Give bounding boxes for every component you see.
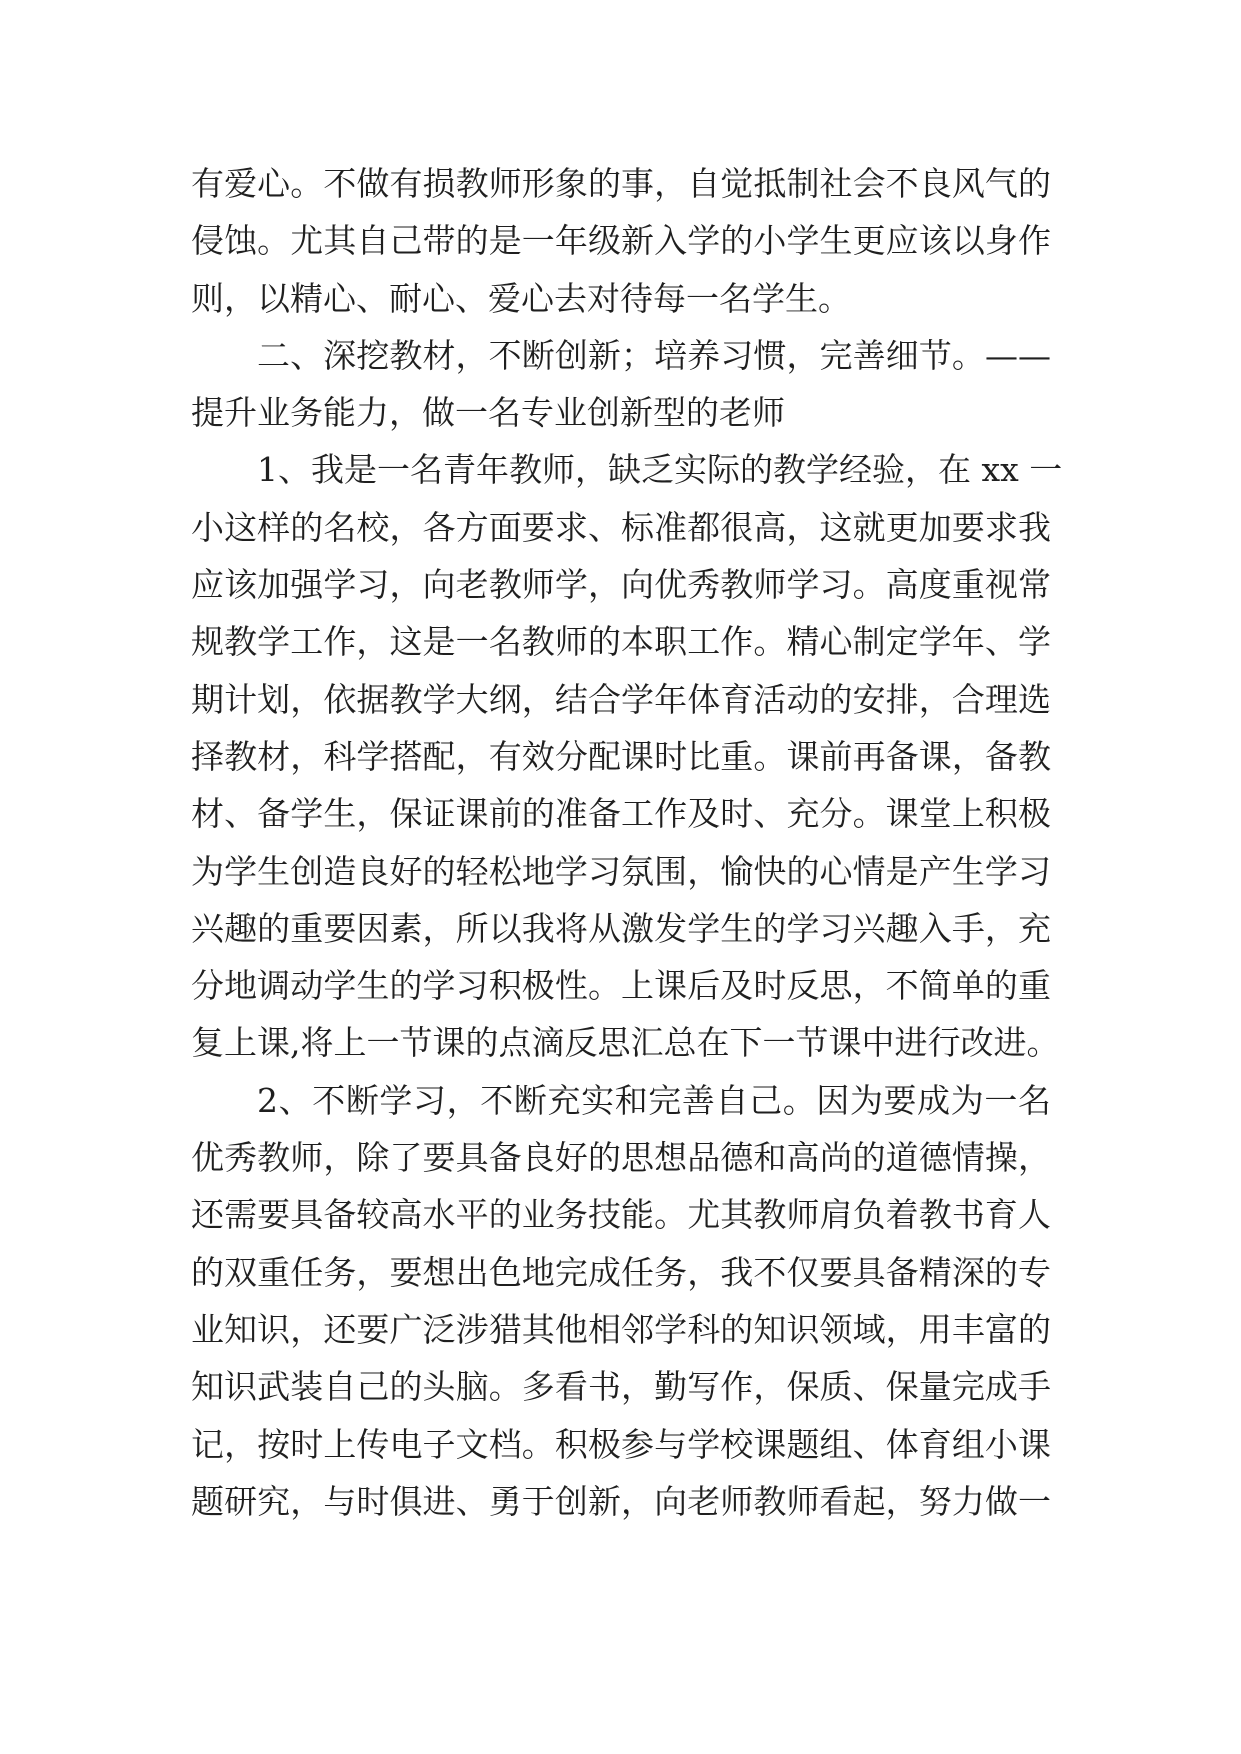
text-line: 2、不断学习，不断充实和完善自己。因为要成为一名	[257, 1080, 1051, 1120]
text-line: 业知识，还要广泛涉猎其他相邻学科的知识领域，用丰富的	[191, 1309, 1051, 1349]
text-line: 二、深挖教材，不断创新；培养习惯，完善细节。——	[257, 335, 1051, 375]
text-line: 还需要具备较高水平的业务技能。尤其教师肩负着教书育人	[191, 1195, 1051, 1235]
text-line: 规教学工作，这是一名教师的本职工作。精心制定学年、学	[191, 622, 1051, 662]
text-line: 期计划，依据教学大纲，结合学年体育活动的安排，合理选	[191, 679, 1051, 719]
text-line: 复上课,将上一节课的点滴反思汇总在下一节课中进行改进。	[191, 1023, 1060, 1063]
text-line: 记，按时上传电子文档。积极参与学校课题组、体育组小课	[191, 1424, 1051, 1464]
text-line: 1、我是一名青年教师，缺乏实际的教学经验，在 xx 一	[257, 450, 1063, 490]
text-line: 提升业务能力，做一名专业创新型的老师	[191, 393, 785, 433]
document-body	[191, 155, 1063, 1530]
text-line: 分地调动学生的学习积极性。上课后及时反思，不简单的重	[191, 966, 1051, 1006]
text-line: 题研究，与时俱进、勇于创新，向老师教师看起，努力做一	[191, 1481, 1051, 1521]
text-line: 则，以精心、耐心、爱心去对待每一名学生。	[191, 278, 851, 318]
text-line: 应该加强学习，向老教师学，向优秀教师学习。高度重视常	[191, 565, 1051, 605]
text-line: 知识武装自己的头脑。多看书，勤写作，保质、保量完成手	[191, 1367, 1051, 1407]
text-line: 小这样的名校，各方面要求、标准都很高，这就更加要求我	[191, 507, 1051, 547]
text-line: 材、备学生，保证课前的准备工作及时、充分。课堂上积极	[191, 794, 1051, 834]
text-line: 有爱心。不做有损教师形象的事，自觉抵制社会不良风气的	[191, 164, 1051, 203]
text-line: 兴趣的重要因素，所以我将从激发学生的学习兴趣入手，充	[191, 908, 1051, 948]
text-line: 的双重任务，要想出色地完成任务，我不仅要具备精深的专	[191, 1252, 1051, 1292]
text-line: 择教材，科学搭配，有效分配课时比重。课前再备课，备教	[191, 736, 1051, 776]
text-line: 侵蚀。尤其自己带的是一年级新入学的小学生更应该以身作	[191, 221, 1051, 261]
text-line: 为学生创造良好的轻松地学习氛围，愉快的心情是产生学习	[191, 851, 1051, 891]
text-line: 优秀教师，除了要具备良好的思想品德和高尚的道德情操，	[191, 1138, 1051, 1178]
